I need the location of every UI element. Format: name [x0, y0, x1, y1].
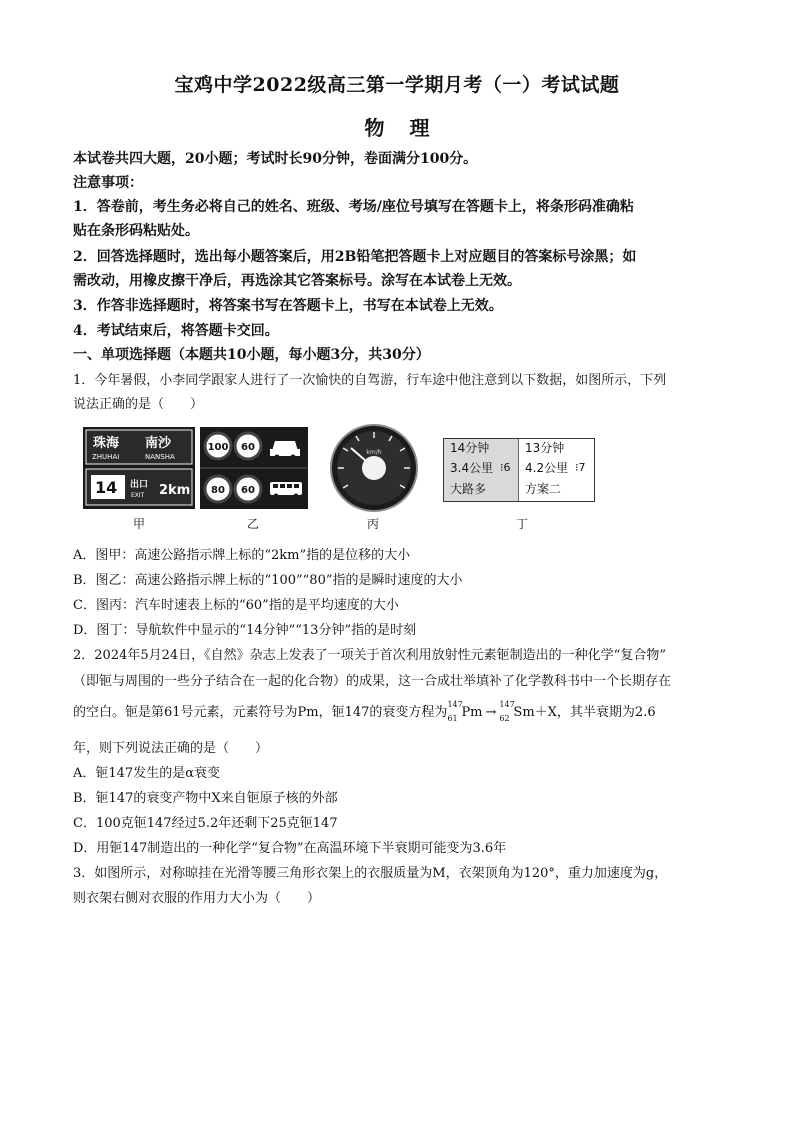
- traffic-light-icon: ⁝: [500, 461, 504, 474]
- speed-limit-100: 100: [207, 442, 229, 453]
- question-1-option-a: A．图甲：高速公路指示牌上标的“2km”指的是位移的大小: [73, 548, 411, 563]
- question-2-stem-equation-line: 的空白。钷是第61号元素，元素符号为Pm，钷147的衰变方程为 147 61 Pm → 147 62 Sm＋X，其半衰期为2.6: [73, 700, 656, 723]
- exam-summary: 本试卷共四大题，20小题；考试时长90分钟，卷面满分100分。: [73, 151, 478, 167]
- note-line: 1．答卷前，考生务必将自己的姓名、班级、考场/座位号填写在答题卡上，将条形码准确粘: [73, 199, 634, 215]
- page-title: 宝鸡中学2022级高三第一学期月考（一）考试试题: [174, 74, 620, 96]
- question-2-option-c: C．100克钷147经过5.2年还剩下25克钷147: [73, 816, 338, 831]
- note-line: 3．作答非选择题时，将答案书写在答题卡上，书写在本试卷上无效。: [73, 298, 503, 314]
- figure-label-yi: 乙: [246, 517, 259, 531]
- figure-label-ding: 丁: [515, 517, 528, 531]
- subject-title: 物 理: [364, 116, 430, 140]
- section-heading: 一、单项选择题（本题共10小题，每小题3分，共30分）: [73, 347, 430, 363]
- highway-sign-figure: [83, 427, 195, 509]
- speed-limit-80: 80: [211, 485, 225, 496]
- question-2-stem: 年，则下列说法正确的是（ ）: [73, 741, 269, 756]
- question-1-option-c: C．图丙：汽车时速表上标的“60”指的是平均速度的大小: [73, 598, 399, 613]
- sign-city2: 南沙: [145, 436, 172, 451]
- note-line: 4．考试结束后，将答题卡交回。: [73, 323, 279, 339]
- nav-route-right: [519, 439, 594, 501]
- nav-left-time: 14分钟: [450, 441, 490, 455]
- note-line: 贴在条形码粘贴处。: [73, 223, 199, 239]
- speed-limit-60: 60: [241, 442, 255, 453]
- nav-right-distance: 4.2公里: [525, 461, 569, 475]
- sign-distance: 2km: [159, 483, 191, 498]
- speed-limit-60-bus: 60: [241, 485, 255, 496]
- decay-arrow: →: [485, 705, 497, 720]
- figure-label-bing: 丙: [366, 517, 379, 531]
- nav-route-left: [444, 439, 519, 501]
- sign-city1: 珠海: [93, 436, 120, 451]
- question-1-stem: 说法正确的是（ ）: [73, 397, 204, 412]
- sign-exit-number: 14: [95, 478, 118, 497]
- nav-right-route: 方案二: [525, 482, 562, 496]
- sign-exit-cn: 出口: [130, 480, 149, 490]
- navigation-figure: [443, 438, 595, 502]
- speed-limit-sign-figure: [200, 427, 308, 509]
- sm-nuclide: 147 62 Sm＋X: [499, 700, 557, 723]
- question-2-option-a: A．钷147发生的是α衰变: [73, 766, 220, 781]
- question-1-option-d: D．图丁：导航软件中显示的“14分钟”“13分钟”指的是时刻: [73, 623, 417, 638]
- nav-right-time: 13分钟: [525, 441, 565, 455]
- note-line: 2．回答选择题时，选出每小题答案后，用2B铅笔把答题卡上对应题目的答案标号涂黑；如: [73, 249, 637, 265]
- sign-exit-en: EXIT: [131, 492, 145, 499]
- question-2-option-d: D．用钷147制造出的一种化学“复合物”在高温环境下半衰期可能变为3.6年: [73, 841, 507, 856]
- nav-right-lights: ⁝7: [575, 461, 586, 474]
- traffic-light-icon: ⁝: [575, 461, 579, 474]
- speedometer-figure: [318, 424, 430, 512]
- question-3-stem: 则衣架右侧对衣服的作用力大小为（ ）: [73, 891, 321, 906]
- nav-left-route: 大路多: [450, 482, 487, 496]
- question-2-stem: 2．2024年5月24日，《自然》杂志上发表了一项关于首次利用放射性元素钷制造出的一种化学“复合物”: [73, 648, 666, 663]
- question-1-option-b: B．图乙：高速公路指示牌上标的“100”“80”指的是瞬时速度的大小: [73, 573, 463, 588]
- nav-left-distance: 3.4公里: [450, 461, 494, 475]
- question-2-option-b: B．钷147的衰变产物中X来自钷原子核的外部: [73, 791, 338, 806]
- pm-nuclide: 147 61 Pm: [447, 700, 483, 723]
- sign-city2-en: NANSHA: [145, 453, 175, 461]
- question-3-stem: 3．如图所示，对称晾挂在光滑等腰三角形衣架上的衣服质量为M，衣架顶角为120°，重力加速度为g，: [73, 866, 668, 881]
- sign-city1-en: ZHUHAI: [92, 453, 120, 461]
- question-1-stem: 1．今年暑假，小李同学跟家人进行了一次愉快的自驾游，行车途中他注意到以下数据，如图所示，下列: [73, 373, 667, 388]
- notes-heading: 注意事项：: [73, 175, 143, 191]
- nav-left-lights: ⁝6: [500, 461, 511, 474]
- speedometer-unit: km/h: [366, 449, 382, 456]
- question-2-stem: （即钷与周围的一些分子结合在一起的化合物）的成果，这一合成壮举填补了化学教科书中一个长期存在: [73, 674, 672, 689]
- note-line: 需改动，用橡皮擦干净后，再选涂其它答案标号。涂写在本试卷上无效。: [73, 273, 521, 289]
- figure-label-jia: 甲: [132, 517, 145, 531]
